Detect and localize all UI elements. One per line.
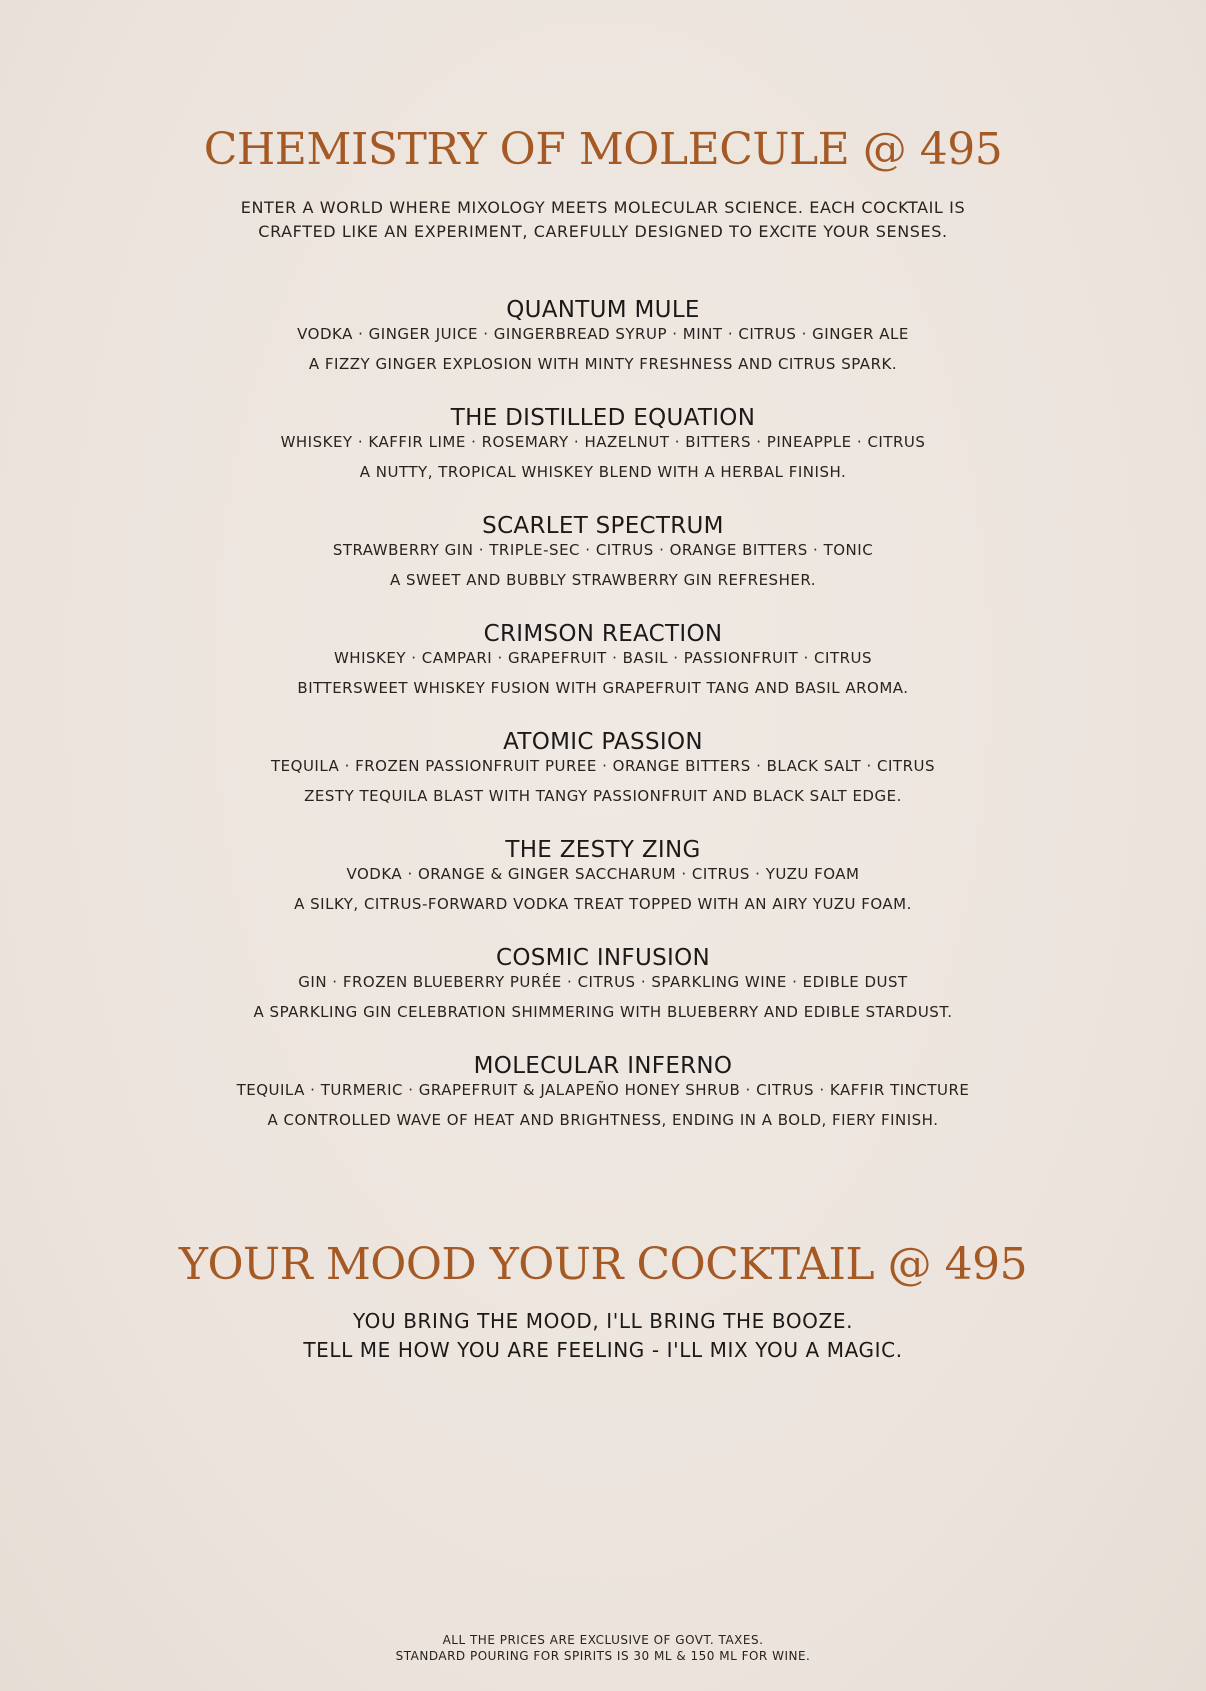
- section-intro: [0, 196, 1206, 244]
- cocktail-item: [0, 404, 1206, 512]
- cocktail-ingredients: GIN · FROZEN BLUEBERRY PURÉE · CITRUS · SPARKLING WINE · EDIBLE DUST: [298, 973, 908, 991]
- mood-line: YOU BRING THE MOOD, I'LL BRING THE BOOZE.: [352, 1309, 854, 1333]
- cocktail-ingredients: STRAWBERRY GIN · TRIPLE-SEC · CITRUS · ORANGE BITTERS · TONIC: [332, 541, 874, 559]
- footer-notes: [0, 1632, 1206, 1664]
- cocktail-description: A CONTROLLED WAVE OF HEAT AND BRIGHTNESS, ENDING IN A BOLD, FIERY FINISH.: [267, 1111, 939, 1129]
- cocktail-name: COSMIC INFUSION: [495, 945, 710, 971]
- cocktail-description: BITTERSWEET WHISKEY FUSION WITH GRAPEFRUIT TANG AND BASIL AROMA.: [297, 679, 909, 697]
- footer-line: ALL THE PRICES ARE EXCLUSIVE OF GOVT. TAXES.: [442, 1633, 764, 1647]
- cocktail-item: [0, 296, 1206, 404]
- cocktail-ingredients: WHISKEY · KAFFIR LIME · ROSEMARY · HAZELNUT · BITTERS · PINEAPPLE · CITRUS: [280, 433, 926, 451]
- cocktail-name: ATOMIC PASSION: [503, 729, 703, 755]
- cocktail-ingredients: TEQUILA · TURMERIC · GRAPEFRUIT & JALAPEÑO HONEY SHRUB · CITRUS · KAFFIR TINCTURE: [236, 1081, 970, 1099]
- cocktail-name: QUANTUM MULE: [506, 297, 700, 323]
- cocktail-ingredients: WHISKEY · CAMPARI · GRAPEFRUIT · BASIL · PASSIONFRUIT · CITRUS: [333, 649, 873, 667]
- cocktail-item: [0, 728, 1206, 836]
- cocktail-ingredients: VODKA · GINGER JUICE · GINGERBREAD SYRUP · MINT · CITRUS · GINGER ALE: [297, 325, 909, 343]
- cocktail-description: A SWEET AND BUBBLY STRAWBERRY GIN REFRESHER.: [390, 571, 816, 589]
- cocktail-ingredients: TEQUILA · FROZEN PASSIONFRUIT PUREE · ORANGE BITTERS · BLACK SALT · CITRUS: [271, 757, 935, 775]
- section-title-mood: YOUR MOOD YOUR COCKTAIL @ 495: [178, 1239, 1028, 1290]
- cocktail-description: A SPARKLING GIN CELEBRATION SHIMMERING WITH BLUEBERRY AND EDIBLE STARDUST.: [253, 1003, 953, 1021]
- cocktail-item: [0, 836, 1206, 944]
- intro-line: ENTER A WORLD WHERE MIXOLOGY MEETS MOLECULAR SCIENCE. EACH COCKTAIL IS: [240, 198, 966, 217]
- intro-line: CRAFTED LIKE AN EXPERIMENT, CAREFULLY DESIGNED TO EXCITE YOUR SENSES.: [258, 222, 948, 241]
- cocktail-name: SCARLET SPECTRUM: [482, 513, 724, 539]
- cocktail-item: [0, 1052, 1206, 1160]
- cocktail-name: MOLECULAR INFERNO: [473, 1053, 733, 1079]
- cocktail-name: THE DISTILLED EQUATION: [450, 405, 756, 431]
- mood-line: TELL ME HOW YOU ARE FEELING - I'LL MIX YOU A MAGIC.: [303, 1338, 903, 1362]
- cocktail-description: ZESTY TEQUILA BLAST WITH TANGY PASSIONFRUIT AND BLACK SALT EDGE.: [304, 787, 902, 805]
- cocktail-item: [0, 512, 1206, 620]
- cocktail-description: A SILKY, CITRUS-FORWARD VODKA TREAT TOPPED WITH AN AIRY YUZU FOAM.: [294, 895, 912, 913]
- cocktail-name: CRIMSON REACTION: [483, 621, 723, 647]
- cocktail-item: [0, 944, 1206, 1052]
- cocktail-item: [0, 620, 1206, 728]
- cocktail-list: [0, 296, 1206, 1160]
- cocktail-description: A FIZZY GINGER EXPLOSION WITH MINTY FRESHNESS AND CITRUS SPARK.: [308, 355, 898, 373]
- cocktail-name: THE ZESTY ZING: [505, 837, 701, 863]
- cocktail-ingredients: VODKA · ORANGE & GINGER SACCHARUM · CITRUS · YUZU FOAM: [346, 865, 860, 883]
- mood-description: [0, 1307, 1206, 1365]
- section-title-chemistry: CHEMISTRY OF MOLECULE @ 495: [203, 124, 1003, 175]
- footer-line: STANDARD POURING FOR SPIRITS IS 30 ML & 150 ML FOR WINE.: [395, 1649, 811, 1663]
- cocktail-description: A NUTTY, TROPICAL WHISKEY BLEND WITH A HERBAL FINISH.: [359, 463, 847, 481]
